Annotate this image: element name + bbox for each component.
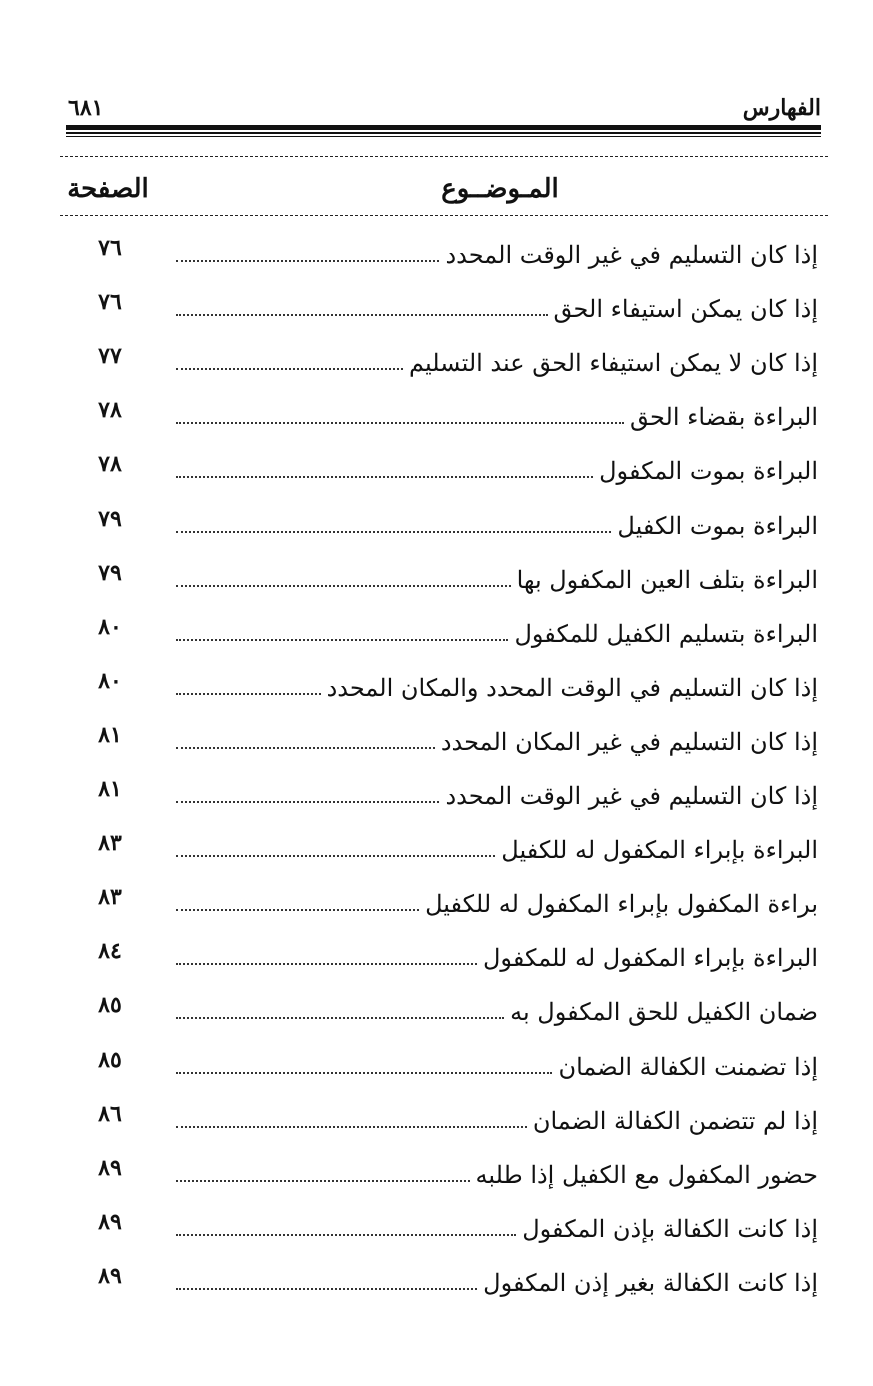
toc-entry-topic-line [176, 557, 818, 597]
page-number: ٦٨١ [68, 95, 104, 121]
dashed-divider-heading [60, 215, 828, 216]
toc-entry-topic-line [176, 989, 818, 1029]
toc-entry [0, 1146, 873, 1200]
toc-entry-page-number: ٨١ [98, 721, 122, 748]
dot-leader [176, 585, 511, 587]
toc-entry-topic: إذا كانت الكفالة بغير إذن المكفول [477, 1266, 818, 1300]
toc-entry-page-number: ٨٥ [98, 1046, 122, 1073]
dot-leader [176, 639, 508, 641]
dot-leader [176, 693, 321, 695]
toc-entry-page-number: ٨٠ [98, 613, 122, 640]
dot-leader [176, 314, 548, 316]
dot-leader [176, 1288, 477, 1290]
toc-entry-page-number: ٧٦ [98, 235, 122, 261]
toc-entry [0, 605, 873, 659]
dot-leader [176, 855, 495, 857]
toc-entry-topic: البراءة بقضاء الحق [624, 400, 818, 434]
toc-entry-page-number: ٧٨ [98, 397, 122, 424]
dot-leader [176, 963, 477, 965]
toc-entry [0, 388, 873, 442]
toc-entry-topic-line [176, 665, 818, 705]
toc-entry-topic-line [176, 1098, 818, 1138]
toc-entry-topic: إذا لم تتضمن الكفالة الضمان [527, 1104, 818, 1138]
toc-entry [0, 1038, 873, 1092]
toc-entry-page-number: ٧٦ [98, 289, 122, 316]
dot-leader [176, 909, 419, 911]
toc-entry-topic-line [176, 232, 818, 272]
page-header [66, 96, 821, 120]
toc-entry-topic: ضمان الكفيل للحق المكفول به [504, 995, 818, 1029]
dot-leader [176, 1126, 527, 1128]
toc-entry-topic: إذا كان لا يمكن استيفاء الحق عند التسليم [403, 346, 818, 380]
toc-entry-topic-line [176, 1044, 818, 1084]
dot-leader [176, 531, 611, 533]
toc-entry [0, 983, 873, 1037]
toc-entry [0, 280, 873, 334]
toc-entry-topic-line [176, 448, 818, 488]
dot-leader [176, 1180, 470, 1182]
toc-entry-topic-line [176, 1260, 818, 1300]
toc-entry-topic: إذا كان التسليم في غير المكان المحدد [435, 725, 818, 759]
toc-entry [0, 875, 873, 929]
dot-leader [176, 747, 435, 749]
dot-leader [176, 260, 439, 262]
toc-entry-topic-line [176, 827, 818, 867]
toc-entry-topic-line [176, 1206, 818, 1246]
toc-entry-topic: البراءة بتلف العين المكفول بها [511, 563, 818, 597]
column-heading-page: الصفحة [67, 174, 149, 204]
toc-entry-topic-line [176, 881, 818, 921]
dot-leader [176, 368, 403, 370]
dot-leader [176, 801, 439, 803]
header-rule-thin [66, 132, 821, 134]
toc-entry-topic: إذا تضمنت الكفالة الضمان [552, 1050, 818, 1084]
column-heading-topic: المـوضــوع [441, 174, 559, 204]
dot-leader [176, 422, 624, 424]
toc-entry-topic: إذا كان يمكن استيفاء الحق [548, 292, 818, 326]
toc-entry-page-number: ٨١ [98, 776, 122, 802]
toc-entry-page-number: ٧٩ [98, 559, 122, 586]
toc-entry-page-number: ٨٤ [98, 938, 122, 965]
toc-entry [0, 1092, 873, 1146]
toc-entry-topic-line [176, 340, 818, 380]
toc-entry-page-number: ٨٩ [98, 1208, 122, 1235]
toc-entry-topic-line [176, 611, 818, 651]
toc-entry [0, 226, 873, 280]
toc-entry-topic-line [176, 286, 818, 326]
dot-leader [176, 1234, 516, 1236]
toc-entry-topic: البراءة بتسليم الكفيل للمكفول [508, 617, 818, 651]
toc-entry-page-number: ٨٣ [98, 830, 122, 857]
dot-leader [176, 1072, 552, 1074]
running-title: الفهارس [742, 95, 821, 121]
toc-entry [0, 334, 873, 388]
toc-entry-topic: البراءة بإبراء المكفول له للكفيل [495, 833, 818, 867]
toc-entry-topic: إذا كان التسليم في الوقت المحدد والمكان المحدد [321, 671, 818, 705]
toc-entry [0, 442, 873, 496]
toc-entry-topic: البراءة بإبراء المكفول له للمكفول [477, 941, 818, 975]
toc-entry-topic: البراءة بموت المكفول [593, 454, 818, 488]
toc-entry-topic-line [176, 1152, 818, 1192]
toc-entry-page-number: ٧٨ [98, 451, 122, 478]
toc-entry-topic: البراءة بموت الكفيل [611, 509, 818, 543]
toc-entry-topic: إذا كان التسليم في غير الوقت المحدد [439, 238, 818, 272]
toc-entry-topic: إذا كان التسليم في غير الوقت المحدد [439, 779, 818, 813]
toc-entry-page-number: ٧٩ [98, 505, 122, 532]
toc-entry-topic: براءة المكفول بإبراء المكفول له للكفيل [419, 887, 818, 921]
toc-entry-page-number: ٨٠ [98, 667, 122, 694]
toc-entry-page-number: ٨٩ [98, 1262, 122, 1289]
header-rule-thick [66, 125, 821, 130]
header-rule-hairline [66, 136, 821, 137]
toc-entry-topic-line [176, 773, 818, 813]
toc-entry [0, 821, 873, 875]
toc-entry-page-number: ٧٧ [98, 343, 122, 370]
toc-entry-topic-line [176, 503, 818, 543]
toc-entry-topic: إذا كانت الكفالة بإذن المكفول [516, 1212, 818, 1246]
dashed-divider-top [60, 156, 828, 157]
toc-entry-page-number: ٨٦ [98, 1100, 122, 1127]
toc-entry [0, 929, 873, 983]
toc-entry [0, 497, 873, 551]
toc-entry [0, 551, 873, 605]
toc-entry [0, 659, 873, 713]
toc-entry [0, 1254, 873, 1308]
toc-entry-topic-line [176, 719, 818, 759]
toc-entry-page-number: ٨٥ [98, 992, 122, 1019]
toc-entry [0, 713, 873, 767]
dot-leader [176, 476, 593, 478]
toc-entry-topic-line [176, 394, 818, 434]
toc-entry-topic: حضور المكفول مع الكفيل إذا طلبه [470, 1158, 818, 1192]
dot-leader [176, 1017, 504, 1019]
toc-entry [0, 767, 873, 821]
toc-entry-page-number: ٨٣ [98, 884, 122, 911]
toc-entry [0, 1200, 873, 1254]
toc-entry-page-number: ٨٩ [98, 1154, 122, 1181]
toc-entry-topic-line [176, 935, 818, 975]
